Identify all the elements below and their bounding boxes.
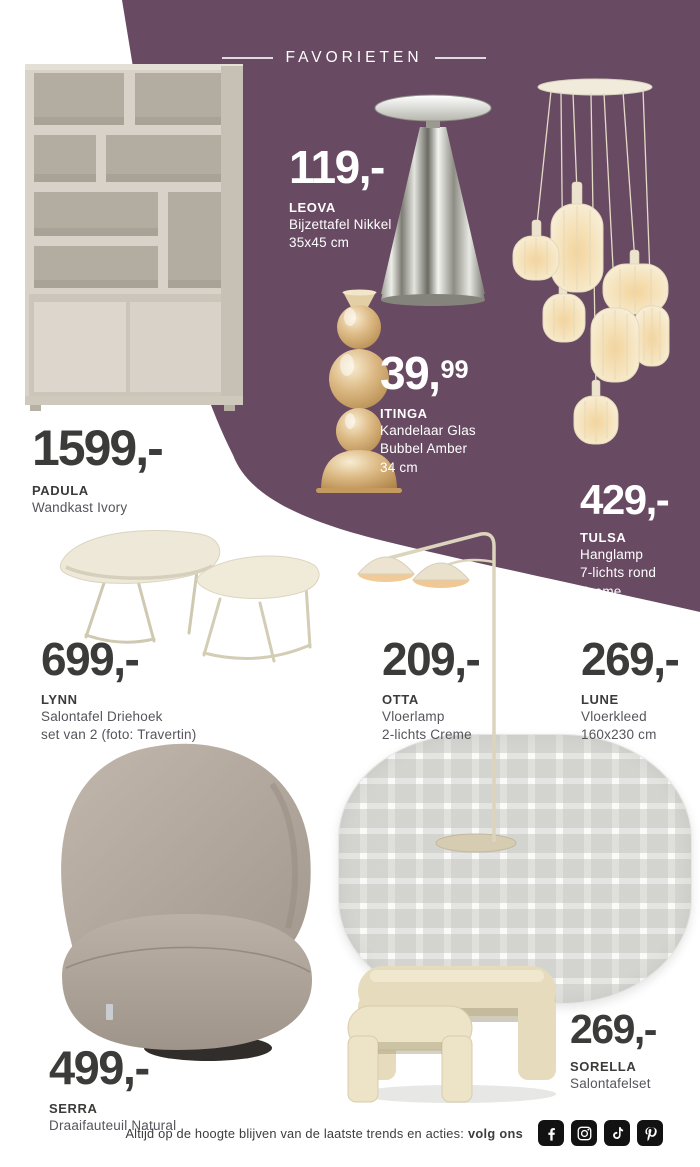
- itinga-price: 39,99: [380, 347, 469, 399]
- volg-ons-label: volg ons: [467, 1125, 523, 1141]
- leova-desc: Bijzettafel Nikkel: [289, 216, 392, 232]
- serra-price: 499,-: [49, 1041, 149, 1094]
- tulsa-price: 429,-: [580, 476, 669, 523]
- padula-product-image[interactable]: [25, 64, 245, 417]
- serra-desc: Draaifauteuil Natural: [49, 1117, 177, 1133]
- tulsa-product-image[interactable]: [503, 74, 693, 464]
- leova-desc: 35x45 cm: [289, 235, 350, 251]
- product-tulsa[interactable]: [580, 476, 669, 599]
- tulsa-desc: Creme: [580, 583, 622, 599]
- itinga-desc: Bubbel Amber: [380, 441, 468, 457]
- instagram-icon[interactable]: [571, 1120, 597, 1146]
- pinterest-icon[interactable]: [637, 1120, 663, 1146]
- otta-name: OTTA: [382, 691, 419, 707]
- otta-desc: Vloerlamp: [382, 708, 445, 724]
- tulsa-name: TULSA: [580, 529, 627, 545]
- lune-desc: 160x230 cm: [581, 727, 657, 743]
- itinga-desc: 34 cm: [380, 459, 418, 475]
- lynn-desc: Salontafel Driehoek: [41, 708, 163, 724]
- lynn-name: LYNN: [41, 691, 78, 707]
- tulsa-desc: 7-lichts rond: [580, 565, 657, 581]
- otta-desc: 2-lichts Creme: [382, 727, 472, 743]
- product-lune[interactable]: [581, 633, 679, 743]
- header-line-left: [222, 57, 273, 59]
- product-leova[interactable]: [289, 141, 392, 251]
- serra-product-image[interactable]: [20, 726, 322, 1066]
- lune-name: LUNE: [581, 691, 619, 707]
- footer-bar: [0, 1117, 700, 1146]
- tiktok-icon[interactable]: [604, 1120, 630, 1146]
- padula-desc: Wandkast Ivory: [32, 499, 128, 515]
- leova-name: LEOVA: [289, 199, 336, 215]
- itinga-desc: Kandelaar Glas: [380, 422, 476, 438]
- padula-name: PADULA: [32, 482, 89, 498]
- sorella-price: 269,-: [570, 1006, 656, 1052]
- sorella-name: SORELLA: [570, 1058, 637, 1074]
- product-itinga[interactable]: [380, 347, 476, 475]
- sorella-product-image[interactable]: [344, 950, 566, 1110]
- sorella-desc: Salontafelset: [570, 1075, 651, 1091]
- product-padula[interactable]: [32, 420, 162, 515]
- leova-price: 119,-: [289, 141, 384, 193]
- product-lynn[interactable]: [41, 633, 197, 743]
- page-title: FAVORIETEN: [285, 49, 423, 66]
- lune-price: 269,-: [581, 633, 679, 685]
- tulsa-desc: Hanglamp: [580, 546, 644, 562]
- lynn-price: 699,-: [41, 633, 139, 685]
- footer-text: Altijd op de hoogte blijven van de laatste trends en acties: volg ons: [125, 1125, 523, 1141]
- header-line-right: [435, 57, 486, 59]
- lune-desc: Vloerkleed: [581, 708, 647, 724]
- serra-name: SERRA: [49, 1100, 98, 1116]
- itinga-name: ITINGA: [380, 405, 428, 421]
- otta-price: 209,-: [382, 633, 480, 685]
- social-icons: [538, 1120, 663, 1146]
- padula-price: 1599,-: [32, 420, 162, 476]
- product-otta[interactable]: [382, 633, 480, 743]
- lynn-desc: set van 2 (foto: Travertin): [41, 727, 197, 743]
- favorieten-header: [222, 49, 486, 67]
- facebook-icon[interactable]: [538, 1120, 564, 1146]
- product-sorella[interactable]: [570, 1006, 656, 1091]
